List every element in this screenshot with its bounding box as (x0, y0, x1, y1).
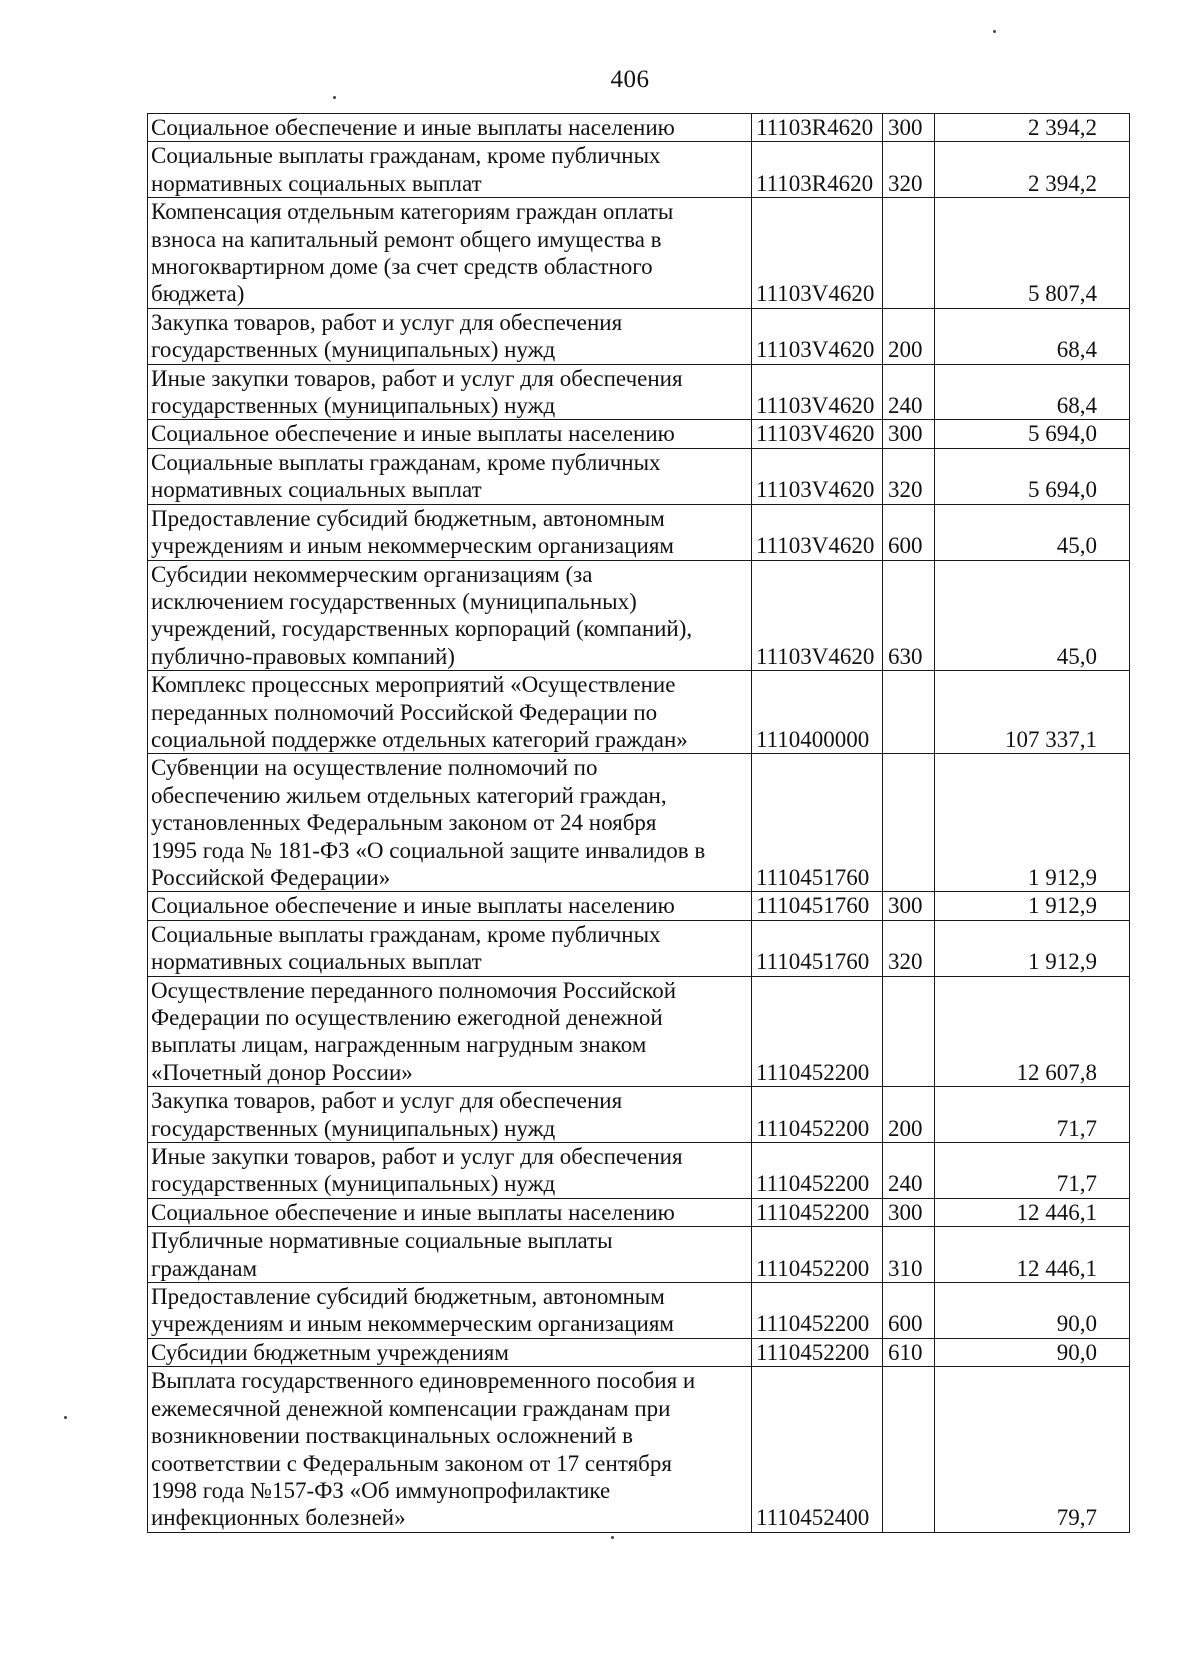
row-code-cell: 11103V4620 (752, 504, 883, 560)
row-type-cell: 300 (883, 420, 935, 448)
row-type-cell: 600 (883, 1283, 935, 1339)
row-type-cell (883, 754, 935, 892)
row-code-cell: 1110451760 (752, 754, 883, 892)
row-amount-cell: 45,0 (935, 560, 1130, 671)
row-amount-cell: 68,4 (935, 364, 1130, 420)
row-type-cell (883, 1367, 935, 1532)
table-row (148, 1198, 1130, 1226)
row-code-cell: 11103V4620 (752, 364, 883, 420)
row-name-cell: Социальное обеспечение и иные выплаты населению (148, 114, 752, 142)
row-amount-cell: 12 446,1 (935, 1227, 1130, 1283)
row-amount-cell: 71,7 (935, 1143, 1130, 1199)
row-amount-cell: 71,7 (935, 1087, 1130, 1143)
table-row (148, 920, 1130, 976)
row-name-cell: Иные закупки товаров, работ и услуг для обеспечения государственных (муниципальных) нужд (148, 364, 752, 420)
row-code-cell: 1110452200 (752, 1143, 883, 1199)
row-code-cell: 1110452200 (752, 1227, 883, 1283)
page-number: 406 (610, 66, 650, 93)
row-code-cell: 11103R4620 (752, 142, 883, 198)
table-row (148, 114, 1130, 142)
row-type-cell: 600 (883, 504, 935, 560)
table-row (148, 754, 1130, 892)
row-code-cell: 1110400000 (752, 671, 883, 754)
row-amount-cell: 45,0 (935, 504, 1130, 560)
row-type-cell: 300 (883, 1198, 935, 1226)
row-name-cell: Субвенции на осуществление полномочий по обеспечению жильем отдельных категорий граждан, установленных Федеральным законом от 24 ноября 1995 года № 181-ФЗ «О социальной защите инвалидов в Российской Федерации» (148, 754, 752, 892)
row-name-cell: Субсидии некоммерческим организациям (за исключением государственных (муниципальных) учреждений, государственных корпораций (компаний), публично-правовых компаний) (148, 560, 752, 671)
row-type-cell: 200 (883, 1087, 935, 1143)
row-code-cell: 1110452200 (752, 976, 883, 1087)
row-amount-cell: 5 807,4 (935, 198, 1130, 309)
table-row (148, 420, 1130, 448)
row-name-cell: Социальное обеспечение и иные выплаты населению (148, 420, 752, 448)
row-amount-cell: 5 694,0 (935, 420, 1130, 448)
row-type-cell: 300 (883, 114, 935, 142)
row-code-cell: 1110452200 (752, 1087, 883, 1143)
row-type-cell: 300 (883, 892, 935, 920)
table-row (148, 142, 1130, 198)
table-row (148, 1143, 1130, 1199)
row-name-cell: Комплекс процессных мероприятий «Осуществление переданных полномочий Российской Федерации по социальной поддержке отдельных категорий граждан» (148, 671, 752, 754)
row-type-cell: 320 (883, 920, 935, 976)
row-amount-cell: 68,4 (935, 308, 1130, 364)
table-row (148, 198, 1130, 309)
row-amount-cell: 90,0 (935, 1338, 1130, 1366)
table-row (148, 1367, 1130, 1532)
budget-table (147, 113, 1130, 1533)
row-name-cell: Публичные нормативные социальные выплаты гражданам (148, 1227, 752, 1283)
row-name-cell: Выплата государственного единовременного пособия и ежемесячной денежной компенсации гражданам при возникновении поствакцинальных осложнений в соответствии с Федеральным законом от 17 сентября 1998 года №157-ФЗ «Об иммунопрофилактике инфекционных болезней» (148, 1367, 752, 1532)
row-amount-cell: 1 912,9 (935, 892, 1130, 920)
row-type-cell: 200 (883, 308, 935, 364)
scan-speck (64, 1416, 67, 1419)
row-type-cell (883, 976, 935, 1087)
row-code-cell: 1110452200 (752, 1283, 883, 1339)
row-name-cell: Социальные выплаты гражданам, кроме публичных нормативных социальных выплат (148, 142, 752, 198)
table-row (148, 1338, 1130, 1366)
table-row (148, 892, 1130, 920)
table-row (148, 308, 1130, 364)
table-row (148, 1283, 1130, 1339)
row-code-cell: 11103R4620 (752, 114, 883, 142)
table-row (148, 1087, 1130, 1143)
row-type-cell: 240 (883, 1143, 935, 1199)
table-row (148, 504, 1130, 560)
row-amount-cell: 1 912,9 (935, 754, 1130, 892)
row-code-cell: 1110451760 (752, 920, 883, 976)
row-amount-cell: 12 446,1 (935, 1198, 1130, 1226)
table-row (148, 448, 1130, 504)
row-name-cell: Иные закупки товаров, работ и услуг для обеспечения государственных (муниципальных) нужд (148, 1143, 752, 1199)
row-code-cell: 1110452400 (752, 1367, 883, 1532)
row-name-cell: Предоставление субсидий бюджетным, автономным учреждениям и иным некоммерческим организациям (148, 504, 752, 560)
row-code-cell: 11103V4620 (752, 560, 883, 671)
row-name-cell: Закупка товаров, работ и услуг для обеспечения государственных (муниципальных) нужд (148, 308, 752, 364)
row-amount-cell: 2 394,2 (935, 142, 1130, 198)
row-name-cell: Предоставление субсидий бюджетным, автономным учреждениям и иным некоммерческим организациям (148, 1283, 752, 1339)
scan-speck (611, 1536, 614, 1539)
row-amount-cell: 2 394,2 (935, 114, 1130, 142)
row-code-cell: 11103V4620 (752, 198, 883, 309)
row-amount-cell: 107 337,1 (935, 671, 1130, 754)
budget-table-body (148, 114, 1130, 1533)
row-type-cell (883, 198, 935, 309)
table-row (148, 671, 1130, 754)
row-type-cell: 320 (883, 448, 935, 504)
scan-speck (333, 96, 336, 99)
table-row (148, 976, 1130, 1087)
row-name-cell: Субсидии бюджетным учреждениям (148, 1338, 752, 1366)
row-type-cell: 320 (883, 142, 935, 198)
row-type-cell (883, 671, 935, 754)
row-amount-cell: 12 607,8 (935, 976, 1130, 1087)
row-type-cell: 630 (883, 560, 935, 671)
row-code-cell: 1110451760 (752, 892, 883, 920)
row-type-cell: 310 (883, 1227, 935, 1283)
row-name-cell: Закупка товаров, работ и услуг для обеспечения государственных (муниципальных) нужд (148, 1087, 752, 1143)
row-code-cell: 1110452200 (752, 1338, 883, 1366)
table-row (148, 1227, 1130, 1283)
row-name-cell: Компенсация отдельным категориям граждан оплаты взноса на капитальный ремонт общего имущества в многоквартирном доме (за счет средств областного бюджета) (148, 198, 752, 309)
row-type-cell: 610 (883, 1338, 935, 1366)
row-code-cell: 1110452200 (752, 1198, 883, 1226)
row-name-cell: Социальные выплаты гражданам, кроме публичных нормативных социальных выплат (148, 448, 752, 504)
row-amount-cell: 1 912,9 (935, 920, 1130, 976)
scan-speck (993, 30, 996, 33)
row-name-cell: Социальное обеспечение и иные выплаты населению (148, 892, 752, 920)
row-type-cell: 240 (883, 364, 935, 420)
row-amount-cell: 90,0 (935, 1283, 1130, 1339)
row-code-cell: 11103V4620 (752, 308, 883, 364)
table-row (148, 364, 1130, 420)
row-name-cell: Социальное обеспечение и иные выплаты населению (148, 1198, 752, 1226)
row-amount-cell: 5 694,0 (935, 448, 1130, 504)
row-name-cell: Социальные выплаты гражданам, кроме публичных нормативных социальных выплат (148, 920, 752, 976)
row-name-cell: Осуществление переданного полномочия Российской Федерации по осуществлению ежегодной денежной выплаты лицам, награжденным нагрудным знаком «Почетный донор России» (148, 976, 752, 1087)
table-row (148, 560, 1130, 671)
row-amount-cell: 79,7 (935, 1367, 1130, 1532)
row-code-cell: 11103V4620 (752, 448, 883, 504)
row-code-cell: 11103V4620 (752, 420, 883, 448)
